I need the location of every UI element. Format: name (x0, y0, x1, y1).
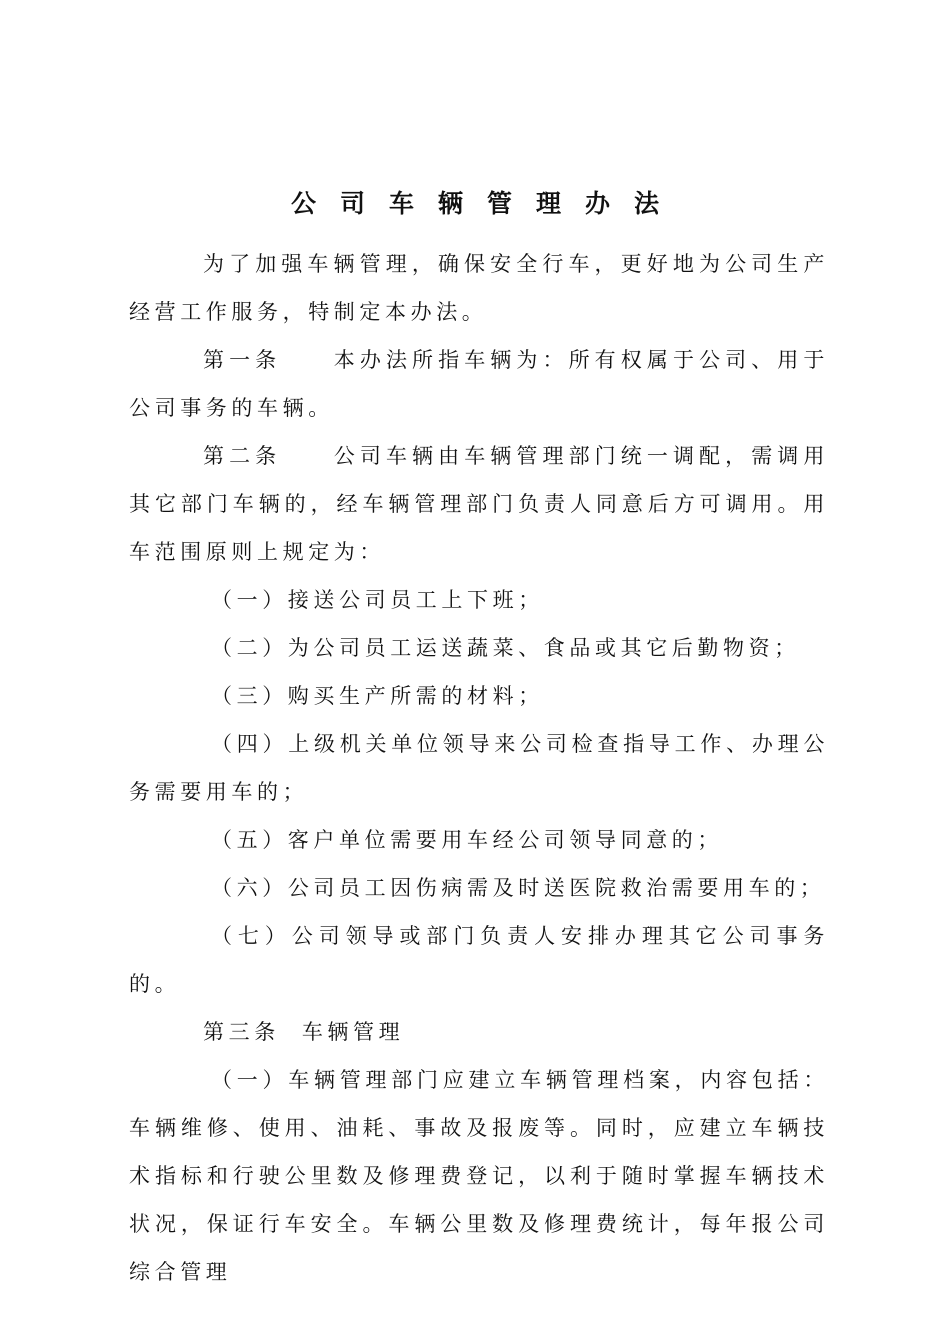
scope-item: （三）购买生产所需的材料； (211, 684, 544, 708)
scope-item: （二）为公司员工运送蔬菜、食品或其它后勤物资； (211, 636, 800, 660)
article-3-label: 第三条 (203, 1020, 280, 1044)
article-2 (129, 432, 829, 576)
scope-item: （一）接送公司员工上下班； (211, 588, 544, 612)
intro-paragraph: 为了加强车辆管理，确保安全行车，更好地为公司生产经营工作服务，特制定本办法。 (129, 252, 829, 324)
scope-item: （四）上级机关单位领导来公司检查指导工作、办理公务需要用车的； (129, 732, 829, 804)
article-1-label: 第一条 (203, 348, 282, 372)
scope-item: （七）公司领导或部门负责人安排办理其它公司事务的。 (129, 924, 829, 996)
article-1 (129, 336, 829, 432)
document-title: 公司车辆管理办法 (290, 189, 683, 218)
article-1-text: 本办法所指车辆为：所有权属于公司、用于公司事务的车辆。 (129, 348, 829, 420)
scope-item: （五）客户单位需要用车经公司领导同意的； (211, 828, 723, 852)
article-3 (129, 1008, 829, 1056)
document-body (129, 240, 829, 1296)
article-3-text: 车辆管理 (301, 1020, 405, 1044)
article-2-label: 第二条 (203, 444, 282, 468)
article-2-text: 公司车辆由车辆管理部门统一调配，需调用其它部门车辆的，经车辆管理部门负责人同意后方可调用。用车范围原则上规定为： (129, 444, 829, 564)
article-3-item-1: （一）车辆管理部门应建立车辆管理档案，内容包括：车辆维修、使用、油耗、事故及报废等。同时，应建立车辆技术指标和行驶公里数及修理费登记，以利于随时掌握车辆技术状况，保证行车安全。车辆公里数及修理费统计，每年报公司综合管理 (129, 1068, 829, 1284)
scope-item: （六）公司员工因伤病需及时送医院救治需要用车的； (211, 876, 826, 900)
